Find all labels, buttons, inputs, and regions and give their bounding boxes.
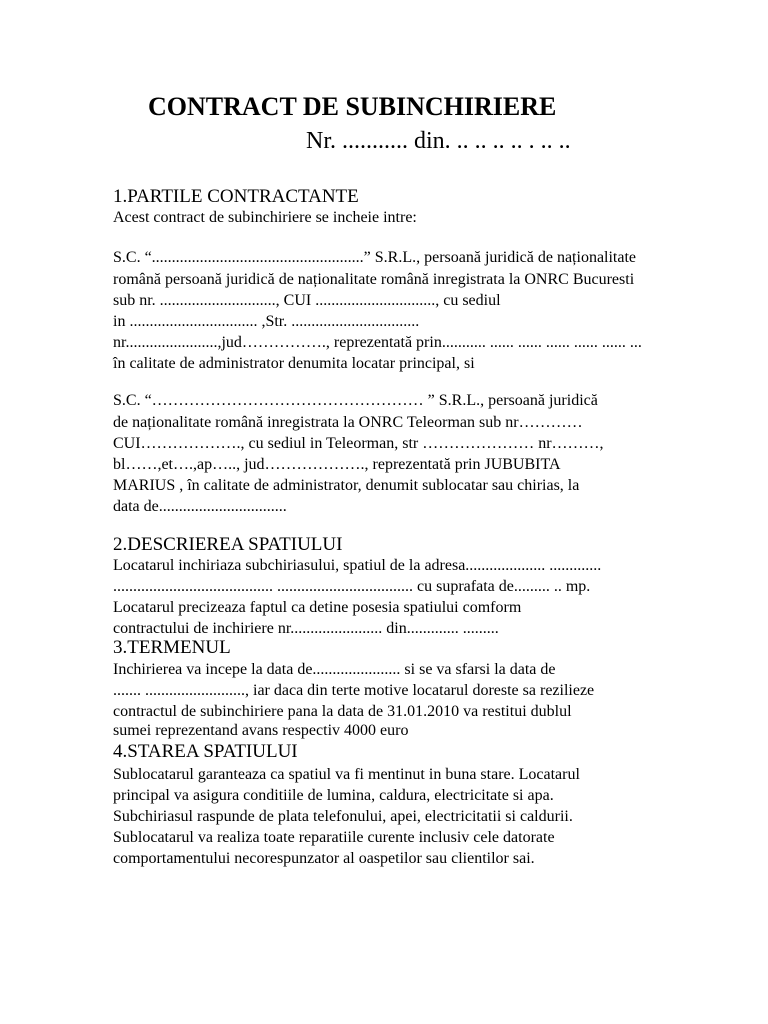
section-line: contractului de inchiriere nr....................... din............. ......... — [113, 620, 499, 637]
section-line: de naționalitate română inregistrata la ONRC Teleorman sub nr………… — [113, 414, 583, 431]
document-title: CONTRACT DE SUBINCHIRIERE — [148, 92, 557, 121]
section-heading-space-description: 2.DESCRIEREA SPATIULUI — [113, 534, 343, 555]
section-line: ....... ........................., iar daca din terte motive locatarul doreste sa rezilieze — [113, 682, 595, 699]
section-line: in ................................ ,Str. ................................ — [113, 313, 420, 330]
section-line: S.C. “…………………………………………… ” S.R.L., persoană juridică — [113, 392, 598, 409]
section-heading-parties: 1.PARTILE CONTRACTANTE — [113, 186, 359, 207]
section-line: comportamentului necorespunzator al oaspetilor sau clientilor sai. — [113, 850, 535, 867]
section-line: Locatarul inchiriaza subchiriasului, spatiul de la adresa.................... ............. — [113, 557, 602, 574]
section-line: CUI………………., cu sediul in Teleorman, str ………………… nr………, — [113, 435, 604, 452]
section-line: Inchirierea va incepe la data de...................... si se va sfarsi la data de — [113, 661, 556, 678]
section-line: Acest contract de subinchiriere se incheie intre: — [113, 209, 417, 226]
section-heading-space-condition: 4.STAREA SPATIULUI — [113, 741, 298, 762]
section-line: bl……,et….,ap….., jud………………., reprezentată prin JUBUBITA — [113, 456, 561, 473]
section-line: data de................................ — [113, 498, 287, 515]
section-line: Subchiriasul raspunde de plata telefonului, apei, electricitatii si caldurii. — [113, 808, 573, 825]
section-line: Sublocatarul va realiza toate reparatiile curente inclusiv cele datorate — [113, 829, 555, 846]
section-line: nr.......................,jud……………., reprezentată prin........... ...... ...... ...... ...... ...... ... — [113, 334, 642, 351]
section-line: S.C. “.....................................................” S.R.L., persoană juridică de naționalitate — [113, 249, 637, 266]
section-line: MARIUS , în calitate de administrator, denumit sublocatar sau chirias, la — [113, 477, 580, 494]
section-line: Locatarul precizeaza faptul ca detine posesia spatiului comform — [113, 599, 522, 616]
section-line: sub nr. ............................., CUI .............................., cu sediul — [113, 292, 501, 309]
section-line: principal va asigura conditiile de lumina, caldura, electricitate si apa. — [113, 787, 554, 804]
section-line: Sublocatarul garanteaza ca spatiul va fi mentinut in buna stare. Locatarul — [113, 766, 580, 783]
section-line: ........................................ .................................. cu suprafata de......... .. mp. — [113, 578, 591, 595]
section-line: contractul de subinchiriere pana la data de 31.01.2010 va restitui dublul — [113, 703, 572, 720]
section-line: în calitate de administrator denumita locatar principal, si — [113, 355, 475, 372]
section-line: română persoană juridică de naționalitate română inregistrata la ONRC Bucuresti — [113, 271, 635, 288]
section-line: sumei reprezentand avans respectiv 4000 euro — [113, 722, 409, 739]
section-heading-term: 3.TERMENUL — [113, 637, 231, 658]
contract-number-line: Nr. ........... din. .. .. .. .. . .. .. — [306, 128, 571, 154]
